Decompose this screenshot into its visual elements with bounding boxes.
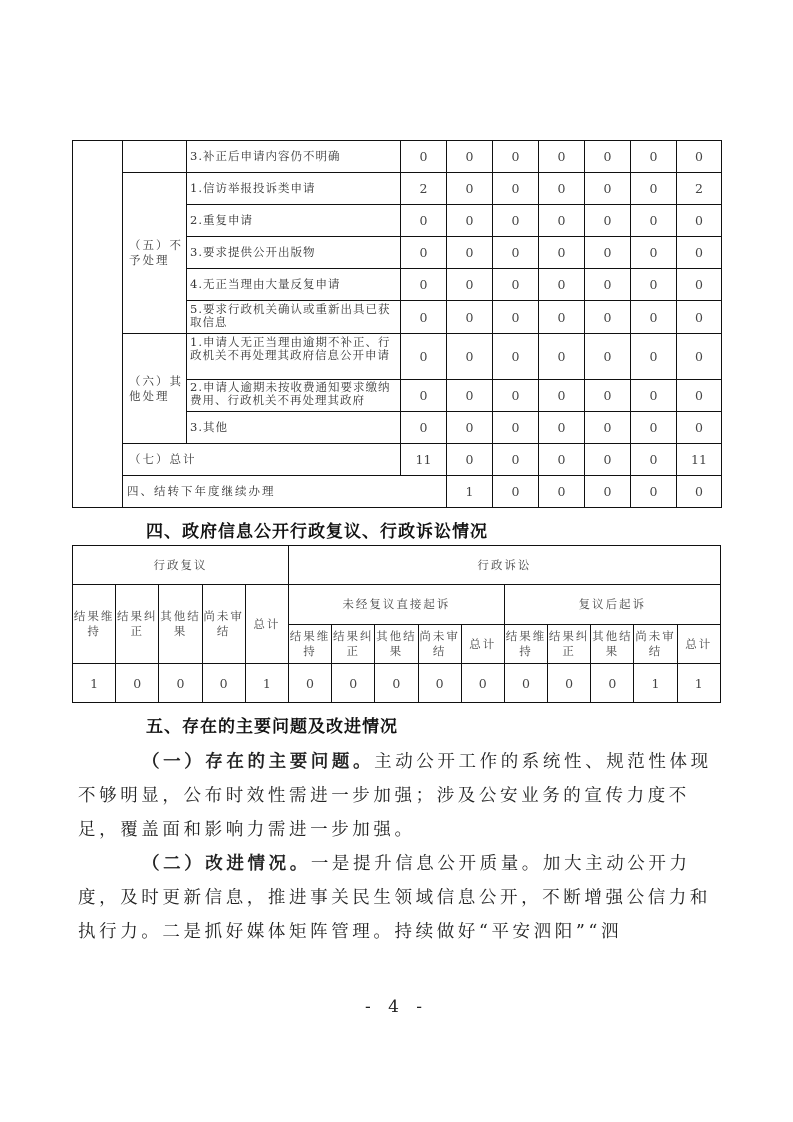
paragraph-improvements bbox=[78, 847, 728, 949]
cell-value: 0 bbox=[631, 380, 677, 412]
cell-value: 0 bbox=[591, 664, 634, 703]
cell-value: 0 bbox=[677, 205, 722, 237]
cell-value: 11 bbox=[677, 444, 722, 476]
cell-value: 0 bbox=[631, 205, 677, 237]
review-header: 行政复议 bbox=[73, 546, 289, 585]
application-handling-table bbox=[72, 140, 722, 508]
cell-value: 0 bbox=[631, 301, 677, 334]
group-label-other-processing: （六）其他处理 bbox=[123, 334, 187, 444]
cell-value: 0 bbox=[631, 444, 677, 476]
col-header: 结果维持 bbox=[504, 625, 547, 664]
cell-value: 0 bbox=[585, 412, 631, 444]
cell-value: 0 bbox=[202, 664, 245, 703]
cell-value: 0 bbox=[539, 237, 585, 269]
carryover-label: 四、结转下年度继续办理 bbox=[123, 476, 447, 508]
table-row bbox=[73, 141, 722, 173]
col-header: 结果纠正 bbox=[116, 585, 159, 664]
outer-group-cell bbox=[73, 141, 123, 508]
page-number: - 4 - bbox=[364, 997, 429, 1017]
cell-value: 0 bbox=[493, 380, 539, 412]
cell-value: 0 bbox=[493, 205, 539, 237]
cell-value: 0 bbox=[493, 334, 539, 380]
cell-value: 0 bbox=[539, 476, 585, 508]
cell-value: 0 bbox=[493, 237, 539, 269]
table-row bbox=[73, 173, 722, 205]
total-label: （七）总计 bbox=[123, 444, 401, 476]
row-label: 1.信访举报投诉类申请 bbox=[187, 173, 401, 205]
cell-value: 1 bbox=[677, 664, 720, 703]
cell-value: 0 bbox=[447, 173, 493, 205]
cell-value: 0 bbox=[447, 412, 493, 444]
cell-value: 0 bbox=[631, 269, 677, 301]
cell-value: 0 bbox=[585, 380, 631, 412]
cell-value: 0 bbox=[585, 476, 631, 508]
cell-value: 0 bbox=[585, 334, 631, 380]
col-header: 其他结果 bbox=[159, 585, 202, 664]
row-label-text: 1.申请人无正当理由逾期不补正、行政机关不再处理其政府信息公开申请 bbox=[190, 335, 391, 362]
cell-value: 0 bbox=[401, 334, 447, 380]
col-header: 尚未审结 bbox=[634, 625, 677, 664]
col-header: 其他结果 bbox=[591, 625, 634, 664]
cell-value: 0 bbox=[677, 269, 722, 301]
col-header: 总计 bbox=[245, 585, 288, 664]
cell-value: 0 bbox=[288, 664, 331, 703]
cell-value: 0 bbox=[116, 664, 159, 703]
cell-value: 1 bbox=[634, 664, 677, 703]
row-label-text: 5.要求行政机关确认或重新出具已获取信息 bbox=[190, 302, 391, 329]
section-5-heading: 五、存在的主要问题及改进情况 bbox=[146, 717, 398, 737]
col-header: 尚未审结 bbox=[418, 625, 461, 664]
cell-value: 0 bbox=[375, 664, 418, 703]
cell-value: 0 bbox=[493, 141, 539, 173]
cell-value: 0 bbox=[447, 301, 493, 334]
cell-value: 0 bbox=[447, 334, 493, 380]
cell-value: 0 bbox=[677, 476, 722, 508]
cell-value: 0 bbox=[585, 141, 631, 173]
paragraph-lead: （二）改进情况。 bbox=[142, 854, 311, 874]
cell-value: 1 bbox=[447, 476, 493, 508]
cell-value: 0 bbox=[447, 141, 493, 173]
cell-value: 0 bbox=[401, 205, 447, 237]
group-label-not-processed: （五）不予处理 bbox=[123, 173, 187, 334]
cell-value: 0 bbox=[539, 269, 585, 301]
paragraph-lead: （一）存在的主要问题。 bbox=[142, 752, 375, 772]
cell-value: 0 bbox=[493, 412, 539, 444]
cell-value: 0 bbox=[631, 237, 677, 269]
cell-value: 0 bbox=[585, 301, 631, 334]
cell-value: 0 bbox=[447, 444, 493, 476]
cell-value: 0 bbox=[585, 444, 631, 476]
direct-suit-header: 未经复议直接起诉 bbox=[288, 585, 504, 625]
table-row bbox=[73, 334, 722, 380]
cell-value: 0 bbox=[631, 173, 677, 205]
cell-value: 0 bbox=[401, 380, 447, 412]
col-header: 结果维持 bbox=[288, 625, 331, 664]
review-litigation-table bbox=[72, 545, 721, 703]
cell-value: 0 bbox=[504, 664, 547, 703]
group-cell-empty bbox=[123, 141, 187, 173]
cell-value: 0 bbox=[401, 412, 447, 444]
cell-value: 0 bbox=[539, 380, 585, 412]
col-header: 其他结果 bbox=[375, 625, 418, 664]
litigation-header: 行政诉讼 bbox=[288, 546, 720, 585]
cell-value: 0 bbox=[539, 412, 585, 444]
cell-value: 0 bbox=[677, 301, 722, 334]
cell-value: 0 bbox=[585, 205, 631, 237]
row-label: 3.其他 bbox=[187, 412, 401, 444]
table-header-row bbox=[73, 546, 721, 585]
cell-value: 0 bbox=[631, 412, 677, 444]
cell-value: 0 bbox=[493, 476, 539, 508]
cell-value: 0 bbox=[461, 664, 504, 703]
cell-value: 0 bbox=[677, 141, 722, 173]
cell-value: 1 bbox=[245, 664, 288, 703]
cell-value: 0 bbox=[447, 205, 493, 237]
cell-value: 1 bbox=[73, 664, 116, 703]
col-header: 尚未审结 bbox=[202, 585, 245, 664]
col-header: 总计 bbox=[677, 625, 720, 664]
cell-value: 0 bbox=[548, 664, 591, 703]
cell-value: 0 bbox=[447, 380, 493, 412]
cell-value: 0 bbox=[631, 476, 677, 508]
table-header-row bbox=[73, 585, 721, 625]
cell-value: 0 bbox=[447, 237, 493, 269]
cell-value: 0 bbox=[677, 380, 722, 412]
cell-value: 0 bbox=[401, 301, 447, 334]
cell-value: 0 bbox=[539, 301, 585, 334]
cell-value: 0 bbox=[159, 664, 202, 703]
cell-value: 2 bbox=[677, 173, 722, 205]
cell-value: 11 bbox=[401, 444, 447, 476]
cell-value: 0 bbox=[493, 444, 539, 476]
row-label: 3.补正后申请内容仍不明确 bbox=[187, 141, 401, 173]
cell-value: 0 bbox=[539, 334, 585, 380]
after-review-suit-header: 复议后起诉 bbox=[504, 585, 720, 625]
row-label: 4.无正当理由大量反复申请 bbox=[187, 269, 401, 301]
cell-value: 0 bbox=[401, 237, 447, 269]
cell-value: 0 bbox=[332, 664, 375, 703]
row-label-text: 2.申请人逾期未按收费通知要求缴纳费用、行政机关不再处理其政府 bbox=[190, 381, 391, 407]
cell-value: 0 bbox=[539, 173, 585, 205]
cell-value: 0 bbox=[418, 664, 461, 703]
cell-value: 0 bbox=[447, 269, 493, 301]
col-header: 总计 bbox=[461, 625, 504, 664]
cell-value: 0 bbox=[493, 301, 539, 334]
cell-value: 0 bbox=[677, 237, 722, 269]
cell-value: 0 bbox=[493, 269, 539, 301]
cell-value: 0 bbox=[677, 334, 722, 380]
cell-value: 0 bbox=[539, 205, 585, 237]
col-header: 结果纠正 bbox=[332, 625, 375, 664]
row-label: 3.要求提供公开出版物 bbox=[187, 237, 401, 269]
col-header: 结果维持 bbox=[73, 585, 116, 664]
paragraph-text: 一是提升信息公开质量。加大主动公开力度，及时更新信息，推进事关民生领域信息公开，不断增强公信力和执行力。二是抓好媒体矩阵管理。持续做好“平安泗阳”“泗 bbox=[78, 854, 711, 942]
paragraph-problems bbox=[78, 745, 728, 847]
paragraph-text: 主动公开工作的系统性、规范性体现不够明显，公布时效性需进一步加强；涉及公安业务的宣传力度不足，覆盖面和影响力需进一步加强。 bbox=[78, 752, 712, 840]
cell-value: 0 bbox=[401, 141, 447, 173]
cell-value: 0 bbox=[585, 173, 631, 205]
cell-value: 0 bbox=[631, 334, 677, 380]
row-label bbox=[187, 380, 401, 412]
cell-value: 0 bbox=[539, 444, 585, 476]
table-row-total bbox=[73, 444, 722, 476]
table-row bbox=[73, 664, 721, 703]
row-label bbox=[187, 301, 401, 334]
cell-value: 0 bbox=[585, 269, 631, 301]
cell-value: 0 bbox=[539, 141, 585, 173]
row-label: 2.重复申请 bbox=[187, 205, 401, 237]
row-label bbox=[187, 334, 401, 380]
cell-value: 0 bbox=[585, 237, 631, 269]
cell-value: 0 bbox=[401, 269, 447, 301]
cell-value: 2 bbox=[401, 173, 447, 205]
section-4-heading: 四、政府信息公开行政复议、行政诉讼情况 bbox=[146, 522, 488, 542]
cell-value: 0 bbox=[631, 141, 677, 173]
cell-value: 0 bbox=[677, 412, 722, 444]
cell-value: 0 bbox=[493, 173, 539, 205]
table-row-carryover bbox=[73, 476, 722, 508]
col-header: 结果纠正 bbox=[548, 625, 591, 664]
